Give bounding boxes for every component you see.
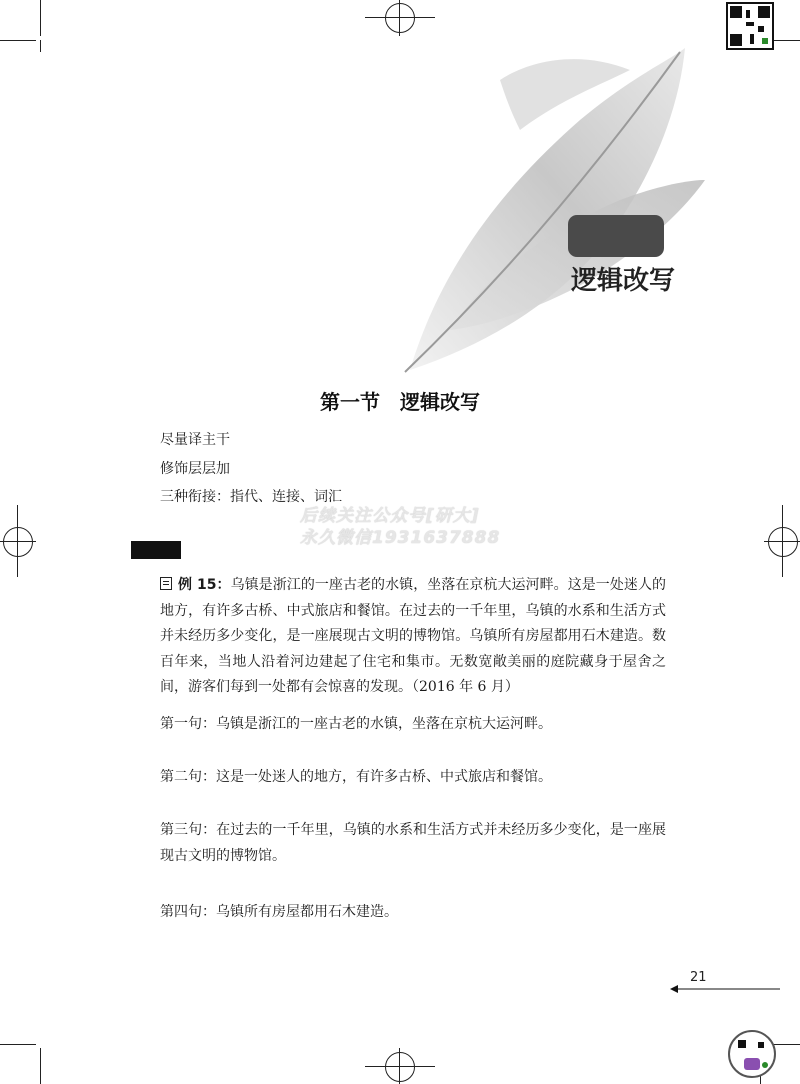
qr-code-top-right — [726, 2, 774, 50]
chapter-title: 逻辑改写 — [570, 266, 675, 296]
sentence-item: 第二句：这是一处迷人的地方，有许多古桥、中式旅店和餐馆。 — [160, 769, 552, 785]
feather-illustration — [380, 40, 710, 380]
chapter-number-box — [568, 215, 664, 257]
qr-code-bottom-right — [728, 1030, 776, 1078]
sentence-item: 第三句：在过去的一千年里，乌镇的水系和生活方式并未经历多少变化，是一座展现古文明的博物馆。 — [160, 822, 666, 864]
example-text: 乌镇是浙江的一座古老的水镇，坐落在京杭大运河畔。这是一处迷人的地方，有许多古桥、中式旅店和餐馆。在过去的一千年里，乌镇的水系和生活方式并未经历多少变化，是一座展现古文明的博物馆。乌镇所有房屋都用石木建造。数百年来，当地人沿着河边建起了住宅和集市。无数宽敞美丽的庭院藏身于屋舍之间，游客们每到一处都有会惊喜的发现。（2016 年 6 月） — [160, 577, 666, 695]
page-number: 21 — [690, 970, 707, 985]
sentence-item: 第四句：乌镇所有房屋都用石木建造。 — [160, 904, 398, 920]
example-paragraph — [160, 573, 666, 701]
sentence-item: 第一句：乌镇是浙江的一座古老的水镇，坐落在京杭大运河畔。 — [160, 716, 552, 732]
watermark-line: 后续关注公众号[研大] — [300, 506, 480, 526]
tip-item: 尽量译主干 — [160, 432, 230, 448]
tip-item: 修饰层层加 — [160, 461, 230, 477]
watermark-line: 永久微信1931637888 — [300, 528, 501, 548]
example-label: 例 15： — [178, 577, 231, 593]
book-icon — [160, 577, 172, 590]
tip-item: 三种衔接：指代、连接、词汇 — [160, 489, 342, 505]
page-marker-arrow — [670, 985, 780, 993]
redaction-block — [131, 541, 181, 559]
section-title: 第一节 逻辑改写 — [320, 390, 480, 414]
